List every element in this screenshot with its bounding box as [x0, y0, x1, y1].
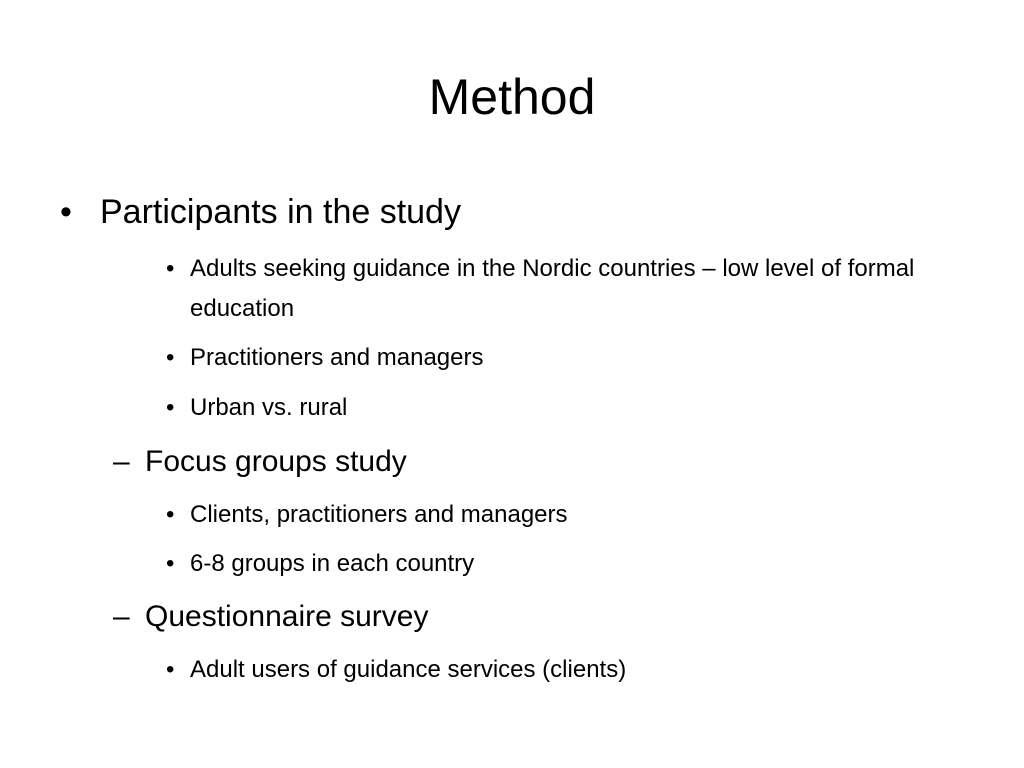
- bullet-groups-per-country: [166, 544, 950, 584]
- bullet-marker: •: [166, 344, 175, 371]
- bullet-marker: •: [166, 656, 175, 683]
- bullet-marker: •: [166, 255, 175, 282]
- bullet-clients-practitioners: [166, 495, 950, 535]
- bullet-text: Adult users of guidance services (clients): [190, 656, 627, 683]
- bullet-marker: •: [166, 501, 175, 528]
- bullet-adult-users: [166, 650, 950, 690]
- bullet-practitioners-managers: [166, 338, 950, 378]
- bullet-text: Participants in the study: [100, 193, 461, 231]
- bullet-adults-seeking-guidance: [166, 249, 950, 329]
- bullet-questionnaire: [113, 597, 429, 637]
- bullet-text: Practitioners and managers: [190, 344, 484, 371]
- bullet-marker: •: [60, 193, 72, 231]
- bullet-text: Urban vs. rural: [190, 394, 348, 421]
- bullet-participants: [60, 190, 461, 234]
- bullet-text: 6-8 groups in each country: [190, 550, 475, 577]
- bullet-urban-rural: [166, 388, 950, 428]
- slide-title: Method: [428, 69, 596, 125]
- dash-marker: –: [113, 600, 130, 633]
- bullet-text: Adults seeking guidance in the Nordic countries – low level of formal education: [190, 255, 915, 322]
- bullet-text: Clients, practitioners and managers: [190, 501, 568, 528]
- bullet-text: Questionnaire survey: [145, 600, 429, 633]
- dash-marker: –: [113, 445, 130, 478]
- bullet-focus-groups: [113, 442, 407, 482]
- bullet-marker: •: [166, 550, 175, 577]
- bullet-text: Focus groups study: [145, 445, 407, 478]
- bullet-marker: •: [166, 394, 175, 421]
